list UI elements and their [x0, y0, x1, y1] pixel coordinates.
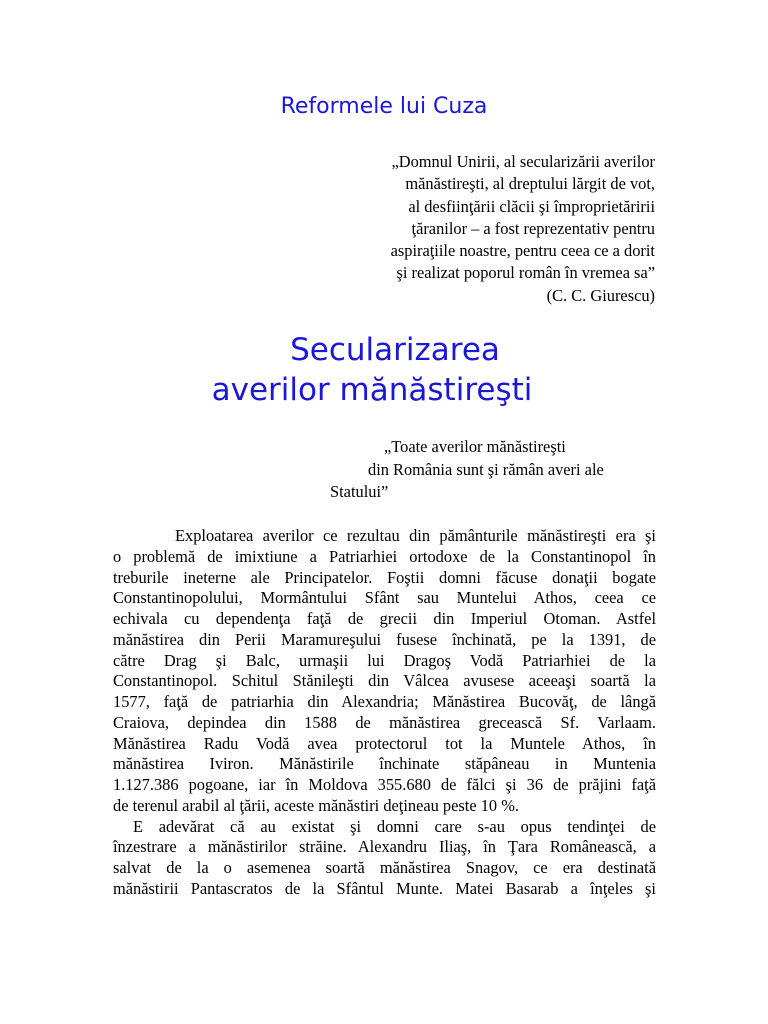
paragraph-line: către Drag şi Balc, urmaşii lui Dragoş Vodă Patriarhiei de la	[113, 650, 656, 670]
epigraph-line: mănăstireşti, al dreptului lărgit de vot,	[405, 174, 655, 194]
epigraph-line: şi realizat poporul român în vremea sa”	[396, 263, 655, 283]
paragraph-line: 1.127.386 pogoane, iar în Moldova 355.680 de fălci şi 36 de prăjini faţă	[113, 775, 656, 794]
section-title	[0, 330, 768, 410]
paragraph-line: treburile ineterne ale Principatelor. Foştii domni făcuse donaţii bogate	[113, 567, 656, 587]
paragraph-line: echivala cu dependenţa faţă de grecii din Imperiul Otoman. Astfel	[113, 609, 656, 628]
section-title-line: averilor mănăstireşti	[211, 372, 533, 408]
epigraph-line: din România sunt şi rămân averi ale	[368, 459, 604, 479]
section-title-line: Secularizarea	[290, 332, 500, 368]
paragraph-line: mănăstirii Pantascratos de la Sfântul Munte. Matei Basarab a înţeles şi	[113, 878, 656, 898]
epigraph-attribution: (C. C. Giurescu)	[546, 285, 655, 305]
epigraph-line: „Toate averilor mănăstireşti	[384, 437, 566, 456]
paragraph-line: mănăstirea Iviron. Mănăstirile închinate stăpâneau in Muntenia	[113, 754, 656, 774]
paragraph-line: înzestrare a mănăstirilor străine. Alexandru Iliaş, în Ţara Românească, a	[113, 837, 656, 857]
epigraph-line: „Domnul Unirii, al secularizării averilor	[391, 152, 655, 171]
paragraph-line: Exploatarea averilor ce rezultau din pământurile mănăstireşti era şi	[175, 526, 656, 545]
epigraph-giurescu	[300, 151, 655, 307]
paragraph-line: E adevărat că au existat şi domni care s-au opus tendinţei de	[133, 816, 656, 836]
paragraph-line: Constantinopol. Schitul Stănileşti din Vâlcea avusese aceeaşi soartă la	[113, 671, 656, 691]
epigraph-law-quote	[330, 436, 670, 504]
epigraph-line: Statului”	[330, 482, 389, 501]
main-title: Reformele lui Cuza	[280, 94, 488, 119]
paragraph-line: salvat de la o asemenea soartă mănăstirea Snagov, ce era destinată	[113, 858, 656, 877]
paragraph-line: Craiova, depindea din 1588 de mănăstirea grecească Sf. Varlaam.	[113, 712, 656, 732]
epigraph-line: aspiraţiile noastre, pentru ceea ce a dorit	[390, 241, 655, 261]
paragraph-line: 1577, faţă de patriarhia din Alexandria; Mănăstirea Bucovăţ, de lângă	[113, 692, 656, 711]
paragraph-line: Constantinopolului, Mormântului Sfânt sau Muntelui Athos, ceea ce	[113, 588, 656, 608]
body-paragraphs	[113, 526, 656, 900]
epigraph-line: ţăranilor – a fost reprezentativ pentru	[411, 218, 655, 238]
epigraph-line: al desfiinţării clăcii şi împroprietăririi	[408, 196, 655, 216]
paragraph-line: de terenul arabil al ţării, aceste mănăstiri deţineau peste 10 %.	[113, 795, 519, 815]
paragraph-line: Mănăstirea Radu Vodă avea protectorul tot la Muntele Athos, în	[113, 733, 656, 753]
paragraph-line: o problemă de imixtiune a Patriarhiei ortodoxe de la Constantinopol în	[113, 546, 656, 566]
paragraph-line: mănăstirea din Perii Maramureşului fusese închinată, pe la 1391, de	[113, 629, 656, 649]
